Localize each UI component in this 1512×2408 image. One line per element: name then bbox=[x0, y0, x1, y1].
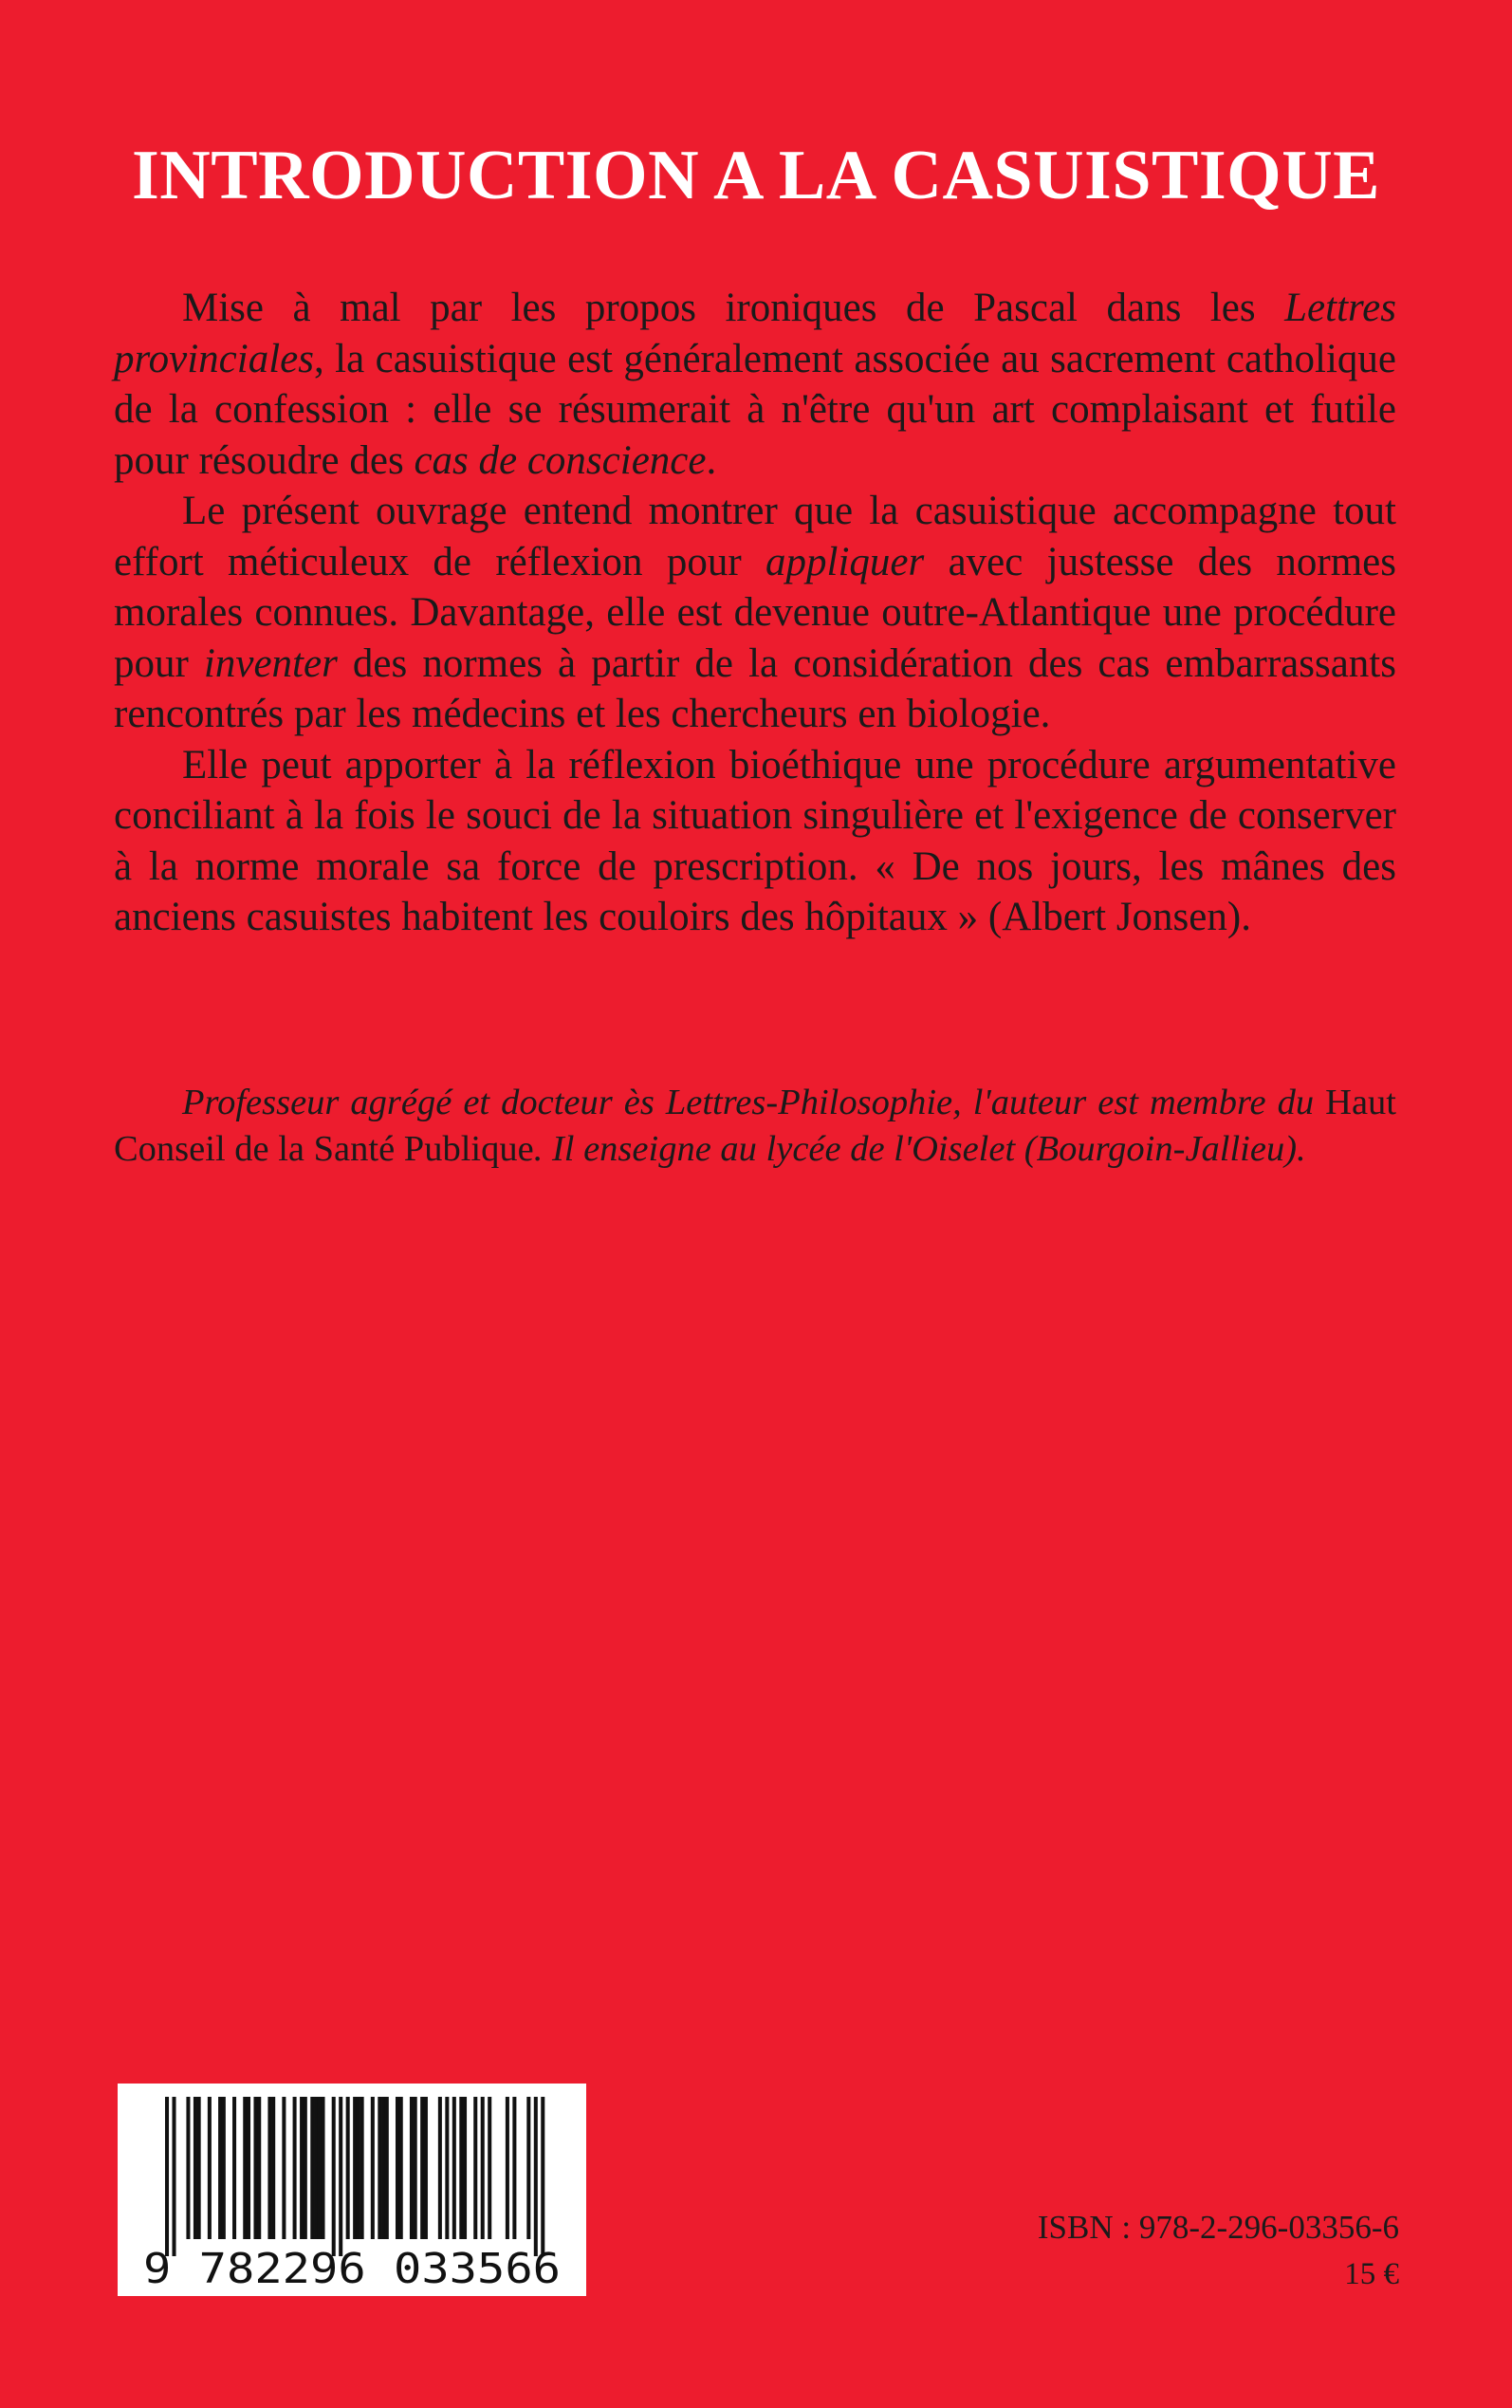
barcode-bar bbox=[282, 2097, 286, 2239]
barcode-bar bbox=[321, 2097, 324, 2239]
author-bio-italic-a: Professeur agrégé et docteur ès Lettres-Philosophie, l'auteur est membre du bbox=[182, 1083, 1326, 1122]
isbn: ISBN : 978-2-296-03356-6 bbox=[1037, 2209, 1399, 2246]
barcode-bar bbox=[420, 2097, 424, 2239]
barcode-bar bbox=[218, 2097, 222, 2239]
barcode-bar bbox=[293, 2097, 297, 2239]
blurb-p1-text-c: , la casuistique est généralement associée au sacrement catholique de la confession : elle se résumerait à n'être qu'un art complaisant et futile pour résoudre des bbox=[114, 336, 1396, 483]
barcode-bar bbox=[473, 2097, 477, 2239]
barcode-bar bbox=[267, 2097, 271, 2239]
barcode-bar bbox=[271, 2097, 275, 2239]
blurb-p2-text-e: des normes à partir de la considération des cas embarrassants rencontrés par les médecins et les chercheurs en biologie. bbox=[114, 640, 1396, 736]
barcode-bar bbox=[381, 2097, 385, 2239]
barcode-bar bbox=[399, 2097, 403, 2239]
blurb-p1-text-e: . bbox=[706, 437, 717, 483]
barcode-bar bbox=[222, 2097, 226, 2239]
barcode-bar bbox=[410, 2097, 414, 2239]
barcode bbox=[118, 2084, 586, 2296]
blurb-p1-italic-lettres-provinciales: Lettres provinciales bbox=[114, 286, 1396, 381]
barcode-bar bbox=[452, 2097, 456, 2239]
price: 15 € bbox=[1344, 2257, 1399, 2291]
barcode-bar bbox=[257, 2097, 261, 2239]
book-title: INTRODUCTION A LA CASUISTIQUE bbox=[131, 137, 1380, 214]
barcode-bar bbox=[300, 2097, 304, 2239]
blurb-paragraph-1 bbox=[114, 283, 1396, 486]
barcode-bar bbox=[534, 2097, 538, 2256]
barcode-bar bbox=[232, 2097, 236, 2239]
barcode-digits: 9 782296 033566 bbox=[143, 2245, 561, 2293]
author-bio-text-b: Haut Conseil de la Santé Publique bbox=[114, 1083, 1396, 1169]
barcode-bar bbox=[371, 2097, 375, 2239]
blurb-p2-text-c: avec justesse des normes morales connues. Davantage, elle est devenue outre-Atlantique une procédure pour bbox=[114, 539, 1396, 686]
barcode-bar bbox=[247, 2097, 250, 2239]
blurb-paragraph-3: Elle peut apporter à la réflexion bioéthique une procédure argumentative conciliant à la fois le souci de la situation singulière et l'exigence de conserver à la norme morale sa force de prescription. « De nos jours, les mânes des anciens casuistes habitent les couloirs des hôpitaux » (Albert Jonsen). bbox=[114, 742, 1396, 939]
barcode-bar bbox=[438, 2097, 442, 2239]
barcode-bar bbox=[243, 2097, 247, 2239]
barcode-bar bbox=[318, 2097, 322, 2239]
barcode-bar bbox=[463, 2097, 467, 2239]
barcode-bar bbox=[346, 2097, 350, 2239]
blurb bbox=[114, 283, 1396, 943]
barcode-bar bbox=[186, 2097, 190, 2239]
blurb-p2-italic-appliquer: appliquer bbox=[765, 539, 925, 584]
barcode-bar bbox=[459, 2097, 463, 2239]
barcode-bar bbox=[357, 2097, 360, 2239]
author-bio-italic-c: . Il enseigne au lycée de l'Oiselet (Bourgoin-Jallieu). bbox=[533, 1129, 1306, 1169]
barcode-bar bbox=[314, 2097, 318, 2239]
barcode-bar bbox=[424, 2097, 428, 2239]
barcode-bar bbox=[172, 2097, 175, 2256]
blurb-p2-text-a: Le présent ouvrage entend montrer que la casuistique accompagne tout effort méticuleux de réflexion pour bbox=[114, 489, 1396, 584]
blurb-p2-italic-inventer: inventer bbox=[203, 640, 338, 686]
barcode-bar bbox=[339, 2097, 342, 2256]
barcode-bar bbox=[396, 2097, 399, 2239]
barcode-bar bbox=[208, 2097, 212, 2239]
barcode-bar bbox=[445, 2097, 449, 2239]
barcode-bar bbox=[310, 2097, 314, 2239]
barcode-bar bbox=[488, 2097, 491, 2239]
barcode-bar bbox=[526, 2097, 530, 2239]
blurb-p1-text-a: Mise à mal par les propos ironiques de Pascal dans les bbox=[182, 286, 1285, 330]
barcode-bars bbox=[165, 2097, 544, 2256]
barcode-bar bbox=[332, 2097, 336, 2256]
barcode-bar bbox=[506, 2097, 509, 2239]
barcode-bar bbox=[253, 2097, 257, 2239]
barcode-graphic bbox=[118, 2084, 586, 2296]
barcode-bar bbox=[194, 2097, 197, 2239]
barcode-bar bbox=[360, 2097, 364, 2239]
barcode-bar bbox=[353, 2097, 357, 2239]
barcode-bar bbox=[304, 2097, 307, 2239]
barcode-bar bbox=[481, 2097, 485, 2239]
barcode-bar bbox=[414, 2097, 417, 2239]
barcode-bar bbox=[378, 2097, 381, 2239]
blurb-paragraph-2 bbox=[114, 486, 1396, 740]
author-bio bbox=[114, 1080, 1396, 1173]
barcode-bar bbox=[385, 2097, 389, 2239]
barcode-bar bbox=[197, 2097, 201, 2239]
barcode-bar bbox=[165, 2097, 169, 2256]
barcode-bar bbox=[541, 2097, 544, 2256]
blurb-p1-italic-cas-de-conscience: cas de conscience bbox=[414, 437, 707, 483]
barcode-bar bbox=[512, 2097, 516, 2239]
